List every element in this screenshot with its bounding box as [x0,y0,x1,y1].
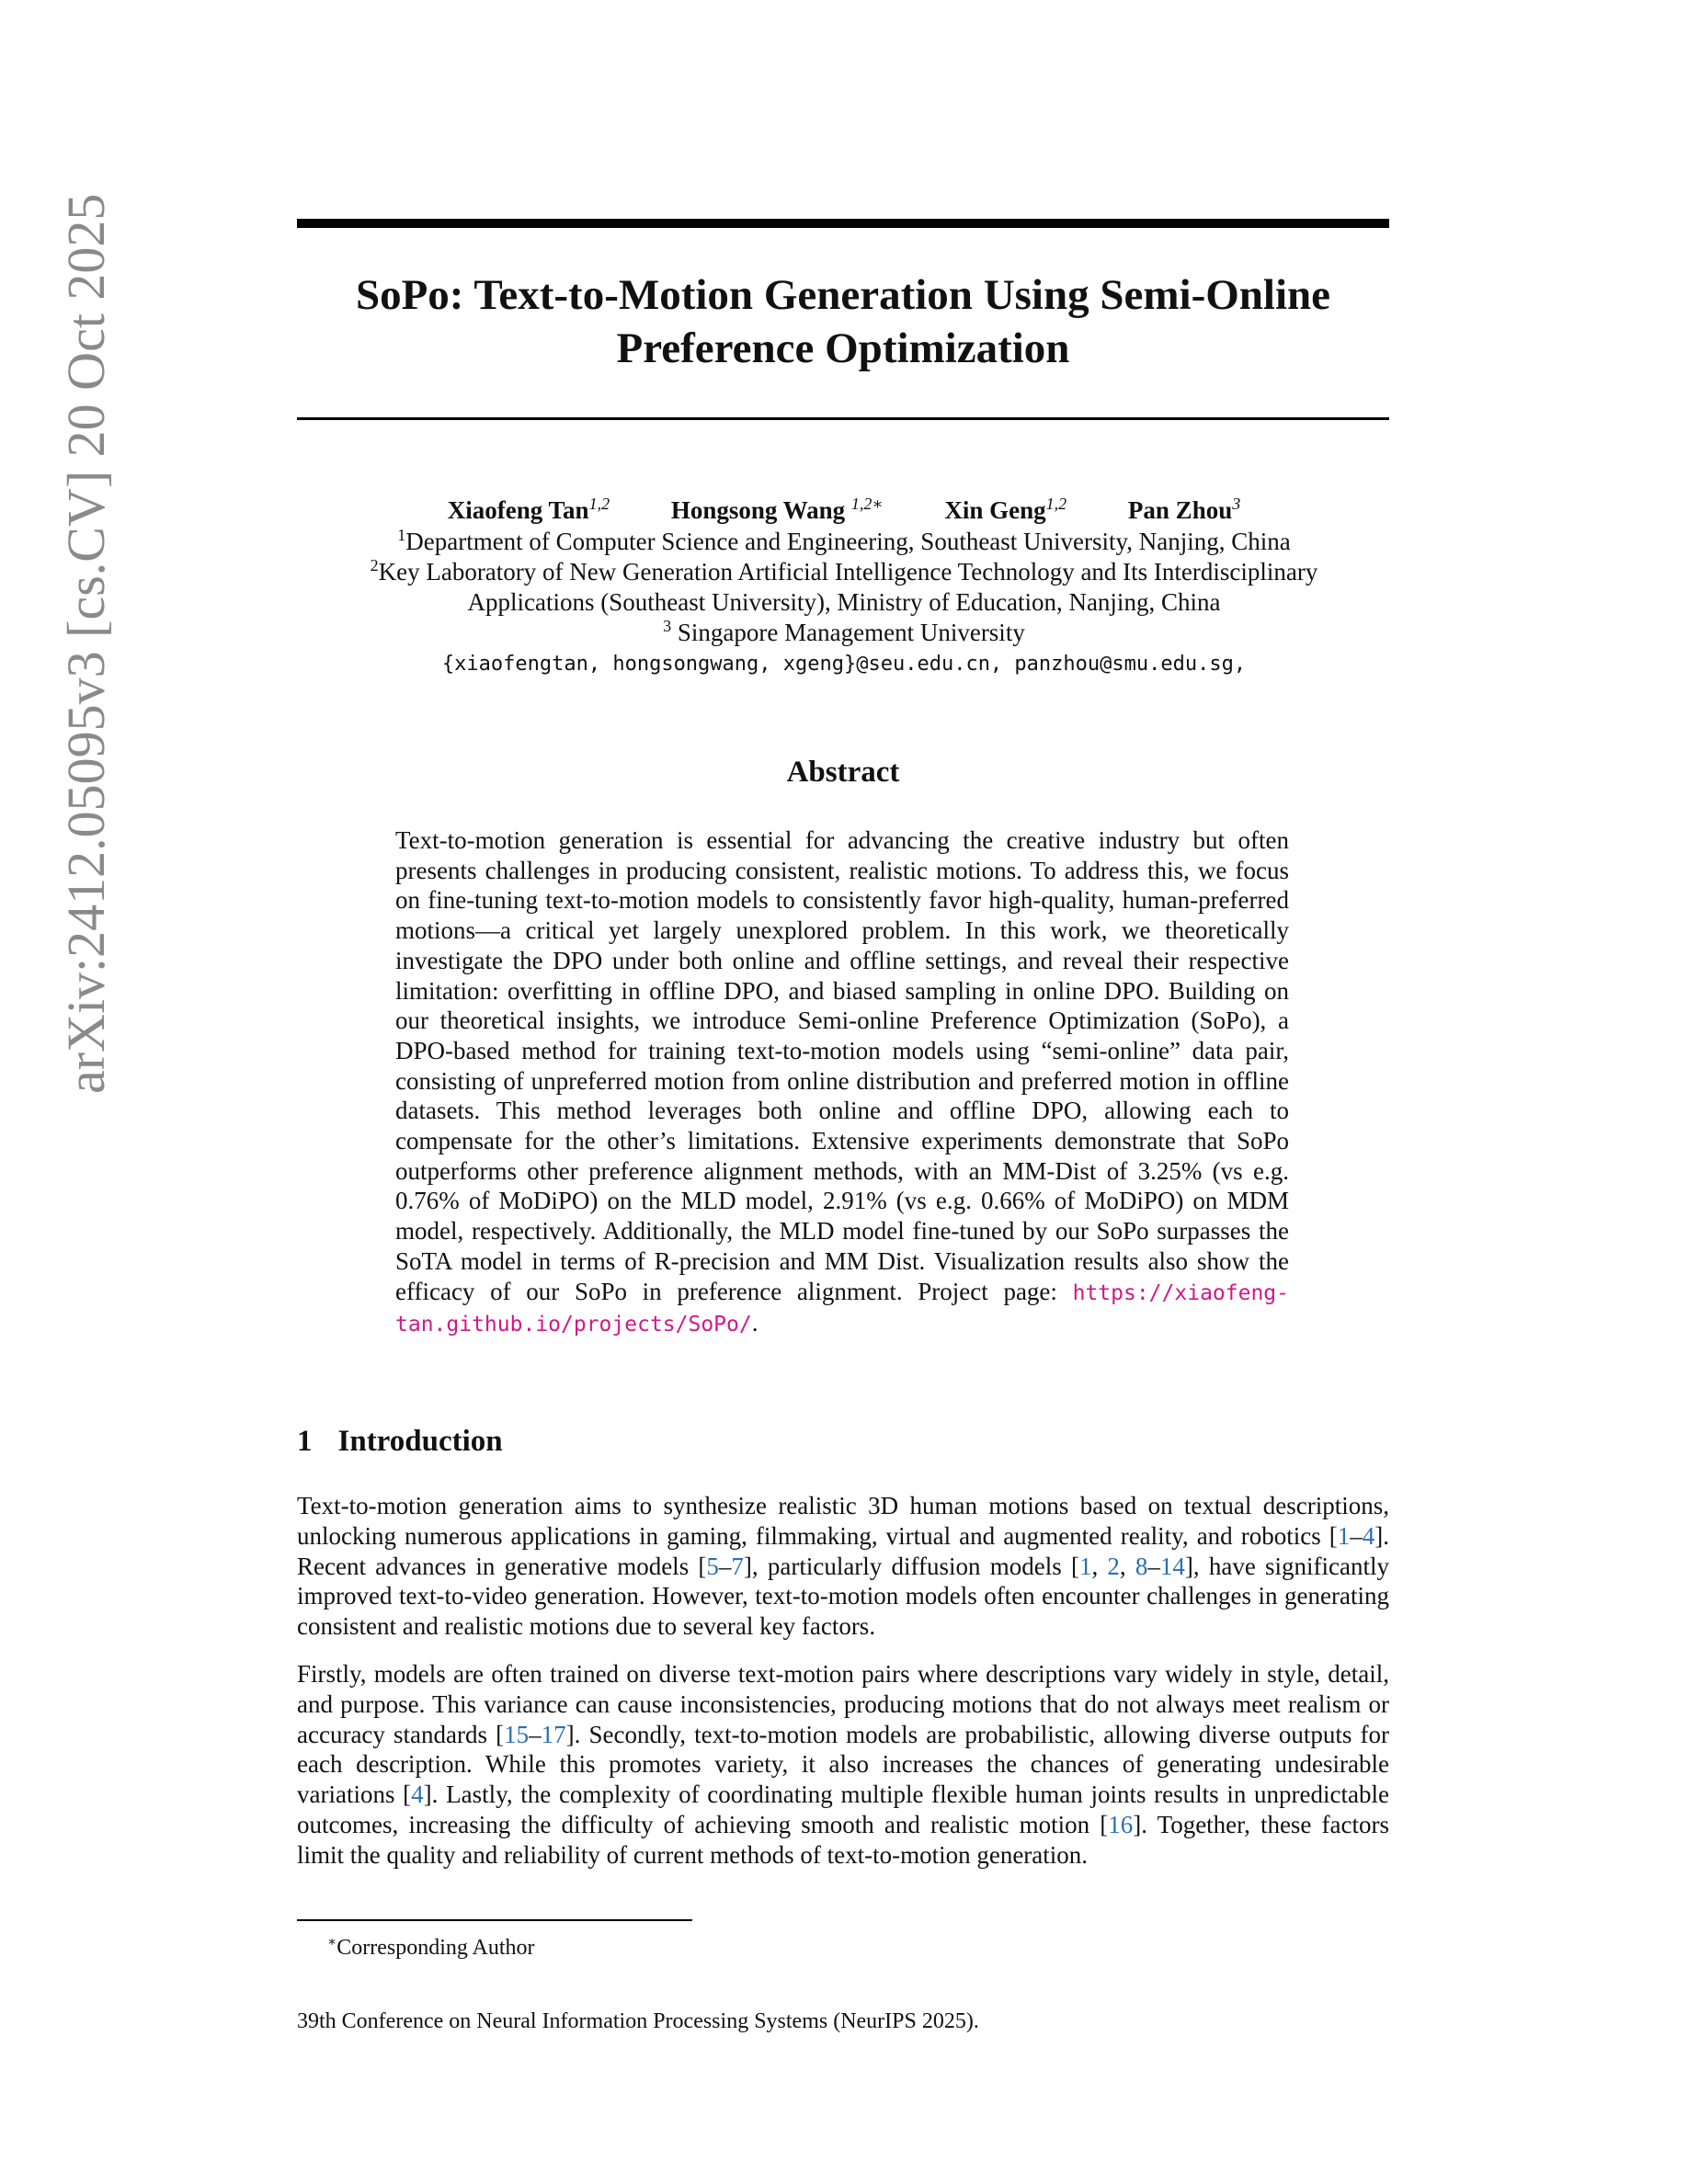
title-bottom-rule [297,417,1389,420]
citation-link[interactable]: 1 [1337,1521,1351,1550]
arxiv-stamp: arXiv:2412.05095v3 [cs.CV] 20 Oct 2025 [56,193,116,1094]
paper-title [297,268,1389,375]
abstract-body: Text-to-motion generation is essential for advancing the creative industry but often presents challenges in producing consistent, realistic motions. To address this, we focus on fine-tuning text-to-motion models to consistently favor high-quality, human-preferred motions—a critical yet largely unexplored problem. In this work, we theoretically investigate the DPO under both online and offline settings, and reveal their respective limitation: overfitting in offline DPO, and biased sampling in online DPO. Building on our theoretical insights, we introduce Semi-online Preference Optimization (SoPo), a DPO-based method for training text-to-motion models using “semi-online” data pair, consisting of unpreferred motion from online distribution and preferred motion in offline datasets. This method leverages both online and offline DPO, allowing each to compensate for the other’s limitations. Extensive experiments demonstrate that SoPo outperforms other preference alignment methods, with an MM-Dist of 3.25% (vs e.g. 0.76% of MoDiPO) on the MLD model, 2.91% (vs e.g. 0.66% of MoDiPO) on MDM model, respectively. Additionally, the MLD model fine-tuned by our SoPo surpasses the SoTA model in terms of R-precision and MM Dist. Visualization results also show the efficacy of our SoPo in preference alignment. Project page: https://xiaofeng-tan.github.io/projects/SoPo/. [395,826,1289,1337]
affiliation-1: $^1$Department of Computer Science and Engineering, Southeast University, Nanjing, China [397,526,1291,555]
author-emails: {xiaofengtan, hongsongwang, xgeng}@seu.edu.cn, panzhou@smu.edu.sg, [441,653,1247,676]
intro-paragraph-1: Text-to-motion generation aims to synthesize realistic 3D human motions based on textual descriptions, unlocking numerous applications in gaming, filmmaking, virtual and augmented reality, and robotics [1–4]. Recent advances in generative models [5–7], particularly diffusion models [1, 2, 8–14], have significantly improved text-to-video generation. However, text-to-motion models often encounter challenges in generating consistent and realistic motions due to several key factors. [297,1492,1390,1641]
project-link[interactable]: https://xiaofeng-tan.github.io/projects/SoPo/ [395,1280,1289,1337]
citation-link[interactable]: 17 [541,1720,566,1748]
abstract-heading: Abstract [786,756,900,789]
citation-link[interactable]: 15 [504,1720,530,1748]
citation-link[interactable]: 2 [1107,1552,1120,1580]
citation-link[interactable]: 8 [1135,1552,1148,1580]
affiliation-3: $^3$ Singapore Management University [663,617,1025,646]
citation-link[interactable]: 5 [706,1552,719,1580]
title-top-rule [297,219,1389,228]
author: Xin Geng$^{1,2}$ [944,495,1067,524]
citation-link[interactable]: 14 [1159,1552,1185,1580]
footnote: ∗Corresponding Author [327,1935,535,1960]
citation-link[interactable]: 4 [1362,1521,1375,1550]
author: Hongsong Wang $^{1,2∗}$ [670,495,884,524]
title-line-1: SoPo: Text-to-Motion Generation Using Semi-Online [355,271,1331,319]
affiliation-2: $^2$Key Laboratory of New Generation Artificial Intelligence Technology and Its Interdisciplinary Applications (Southeast University), Ministry of Education, Nanjing, China [370,556,1318,616]
title-line-2: Preference Optimization [616,324,1070,372]
author: Pan Zhou$^3$ [1127,495,1241,524]
footnote-rule [297,1919,692,1921]
conference-note: 39th Conference on Neural Information Processing Systems (NeurIPS 2025). [297,2009,979,2033]
intro-paragraph-2: Firstly, models are often trained on diverse text-motion pairs where descriptions vary widely in style, detail, and purpose. This variance can cause inconsistencies, producing motions that do not always meet realism or accuracy standards [15–17]. Secondly, text-to-motion models are probabilistic, allowing diverse outputs for each description. While this promotes variety, it also increases the chances of generating undesirable variations [4]. Lastly, the complexity of coordinating multiple flexible human joints results in unpredictable outcomes, increasing the difficulty of achieving smooth and realistic motion [16]. Together, these factors limit the quality and reliability of current methods of text-to-motion generation. [297,1660,1389,1869]
author: Xiaofeng Tan$^{1,2}$ [447,495,610,524]
citation-link[interactable]: 7 [731,1552,744,1580]
citation-link[interactable]: 16 [1108,1810,1134,1838]
citation-link[interactable]: 1 [1078,1552,1092,1580]
section-heading: 1 Introduction [297,1425,503,1458]
citation-link[interactable]: 4 [411,1780,424,1809]
